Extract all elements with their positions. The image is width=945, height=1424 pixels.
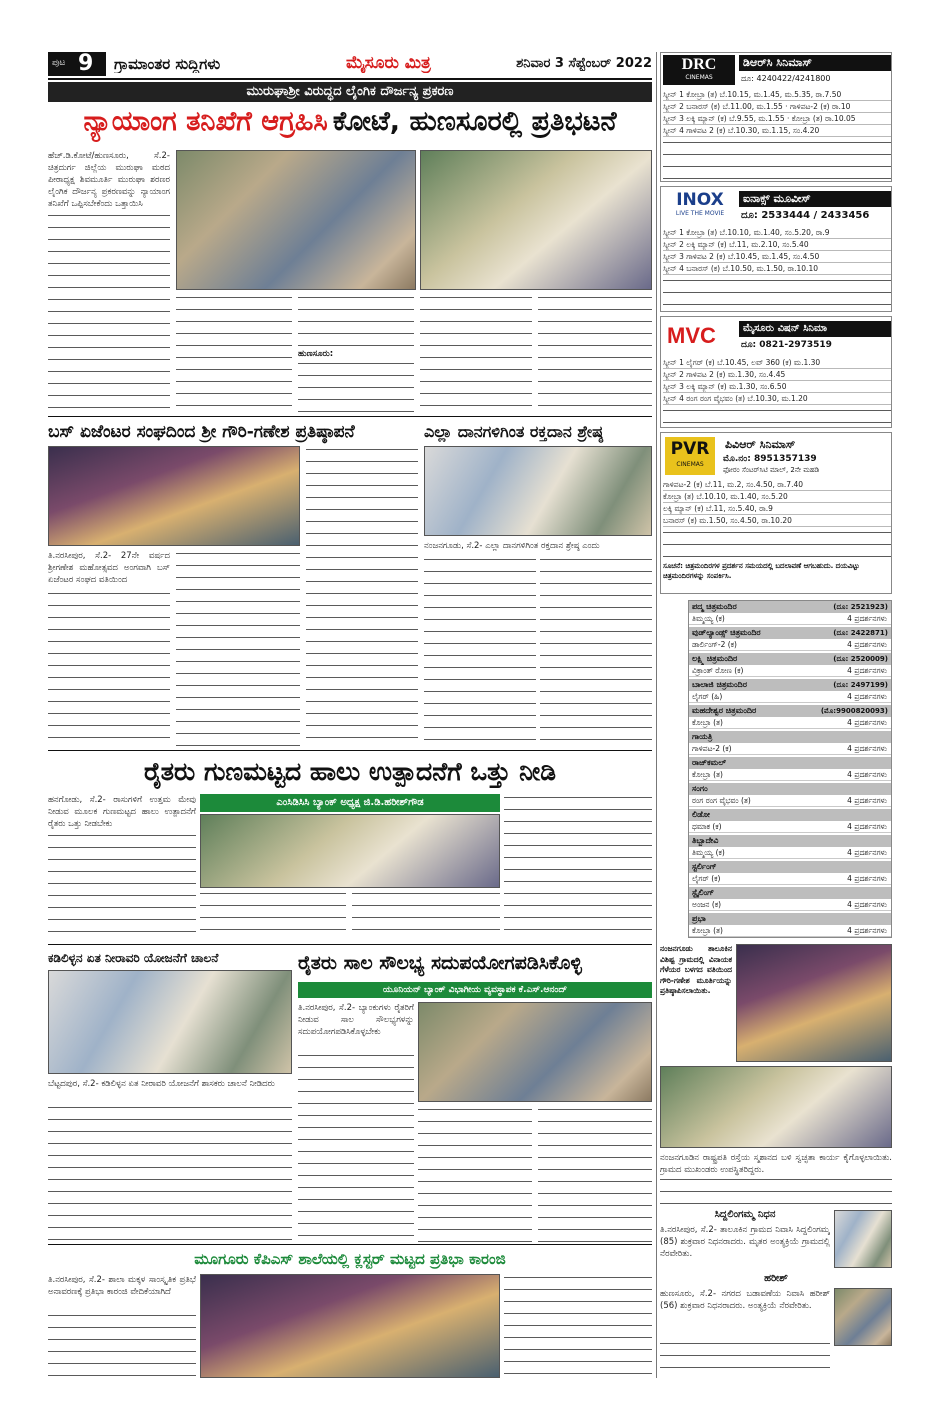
story3-lead: ನಂಜನಗೂಡು, ಸೆ.2- ಎಲ್ಲಾ ದಾನಗಳಿಗಿಂತ ರಕ್ತದಾನ ಶ್ರೇಷ್ಠ ಎಂದು — [424, 541, 600, 551]
side-news-story: ನಂಜನಗೂಡಿನ ರಾಷ್ಟ್ರಪತಿ ರಸ್ತೆಯ ಸ್ಮಶಾನದ ಬಳಿ ಸ್ವಚ್ಛತಾ ಕಾರ್ಯ ಕೈಗೊಳ್ಳಲಾಯಿತು. ಗ್ರಾಮದ ಮುಖಂಡರು ಉಪಸ್ಥಿತರಿದ್ದರು. — [660, 1153, 892, 1175]
theatre-movie-row — [689, 847, 891, 859]
theatre-shows: 4 ಪ್ರದರ್ಶನಗಳು — [847, 614, 887, 623]
pvr-row: ಕೋಬ್ರಾ (ತ) ಬೆ.10.10, ಮ.1.40, ಸಂ.5.20 — [663, 491, 891, 503]
theatre-movie: ರಂಗ ರಂಗ ವೈಭವಂ (ತ) — [692, 796, 751, 805]
theatre-shows: 4 ಪ್ರದರ್ಶನಗಳು — [847, 640, 887, 649]
drc-more-rows — [663, 139, 891, 179]
theatre-name: ಲಿಡೋ — [689, 809, 891, 821]
story6-column-3 — [538, 1106, 652, 1242]
story3-column-2 — [540, 556, 652, 746]
story7-column-1 — [48, 1312, 196, 1378]
theatre-movie-row — [689, 613, 891, 625]
drc-logo — [663, 55, 735, 85]
story6-rule — [48, 1244, 652, 1245]
pvr-name: ಪಿವಿಆರ್ ಸಿನಿಮಾಸ್ — [725, 438, 796, 451]
inox-rows — [663, 227, 891, 275]
story6-column-1 — [298, 1052, 414, 1242]
drc-logo-text: DRC — [681, 56, 717, 73]
mvc-row: ಸ್ಕ್ರೀನ್ 2 ಗಾಳಿಪಟ 2 (ಕ) ಮ.1.30, ಸಂ.4.45 — [663, 369, 891, 381]
theatre-movie-row — [689, 925, 891, 937]
theatre-movie: ಅಂಜನ (ಕ) — [692, 900, 722, 909]
theatre-name: ತಿಬ್ಬಾದೇವಿ — [689, 835, 891, 847]
obituary2-photo — [834, 1288, 892, 1346]
inox-row: ಸ್ಕ್ರೀನ್ 4 ಬನಾರಸ್ (ಕ) ಬೆ.10.50, ಮ.1.50, ರಾ.10.10 — [663, 263, 891, 275]
story2-column-2 — [176, 550, 300, 746]
pvr-address: ಫೋರಂ ಸೆಂಟರ್‌ಸಿಟಿ ಮಾಲ್, 2ನೇ ಮಹಡಿ — [723, 466, 820, 474]
story4-column-3 — [352, 890, 500, 940]
mvc-name: ಮೈಸೂರು ವಿಷನ್ ಸಿನಿಮಾ — [739, 321, 891, 337]
theatre-movie-row — [689, 717, 891, 729]
obituary1-title: ಸಿದ್ದಲಿಂಗಮ್ಮ ನಿಧನ — [714, 1209, 776, 1220]
page-number-box — [48, 52, 106, 76]
pvr-more-rows — [663, 529, 891, 557]
theatre-name: ಮಹದೇಶ್ವರ ಚಿತ್ರಮಂದಿರ — [689, 705, 891, 717]
mvc-row: ಸ್ಕ್ರೀನ್ 1 ಲೈಗರ್ (ಕ) ಬೆ.10.45, ಲವ್ 360 (ಕ) ಮ.1.30 — [663, 357, 891, 369]
drc-phone: ದೂ: 4240422/4241800 — [741, 74, 831, 83]
paper-name: ಮೈಸೂರು ಮಿತ್ರ — [346, 53, 431, 73]
story1-headline-black: ಕೋಟೆ, ಹುಣಸೂರಲ್ಲಿ ಪ್ರತಿಭಟನೆ — [332, 106, 617, 137]
side-news-photo-1 — [736, 944, 892, 1062]
obituary1-text: ತಿ.ನರಸೀಪುರ, ಸೆ.2- ತಾಲೂಕಿನ ಗ್ರಾಮದ ನಿವಾಸಿ ಸಿದ್ದಲಿಂಗಮ್ಮ (85) ಶುಕ್ರವಾರ ನಿಧನರಾದರು. ಮೃತರ ಅಂತ್ಯಕ್ರಿಯೆ ಗ್ರಾಮದಲ್ಲಿ ನೆರವೇರಿತು. — [660, 1225, 830, 1259]
theatre-shows: 4 ಪ್ರದರ್ಶನಗಳು — [847, 692, 887, 701]
story6-headline: ರೈತರು ಸಾಲ ಸೌಲಭ್ಯ ಸದುಪಯೋಗಪಡಿಸಿಕೊಳ್ಳಿ — [298, 952, 582, 974]
pvr-logo-text: PVR — [670, 439, 710, 459]
theatre-shows: 4 ಪ್ರದರ್ಶನಗಳು — [847, 926, 887, 935]
theatre-movie-row — [689, 743, 891, 755]
story2-photo — [48, 446, 300, 546]
story7-photo — [200, 1274, 500, 1378]
story1-lead-text: ಹೆಚ್.ಡಿ.ಕೋಟೆ/ಹುಣಸೂರು, ಸೆ.2- ಚಿತ್ರದುರ್ಗ ಜಿಲ್ಲೆಯ ಮುರುಘಾ ಮಠದ ಪೀಠಾಧ್ಯಕ್ಷ ಶಿವಮೂರ್ತಿ ಮುರುಘಾ ಶರಣರ ಲೈಂಗಿಕ ದೌರ್ಜನ್ಯ ಪ್ರಕರಣವನ್ನು ನ್ಯಾಯಾಂಗ ತನಿಖೆಗೆ ಒಪ್ಪಿಸಬೇಕೆಂದು ಒತ್ತಾಯಿಸಿ — [48, 151, 170, 209]
theatre-list — [688, 600, 892, 938]
side-news-column — [660, 1176, 892, 1204]
theatre-name: ಗಾಯತ್ರಿ — [689, 731, 891, 743]
story4-column-4 — [504, 794, 652, 940]
story2-column-right — [306, 446, 418, 746]
story1-sub-location: ಹುಣಸೂರು: — [298, 349, 334, 359]
theatre-phone: (ದೂ: 2422871) — [833, 629, 888, 637]
story4-photo — [200, 814, 500, 888]
theatre-name: ಸಂಗಂ — [689, 783, 891, 795]
story1-column-2 — [176, 294, 292, 412]
theatre-movie: ವಿಕ್ರಾಂತ್ ರೋಣ (ಕ) — [692, 666, 744, 675]
cinema-notice: ಸೂಚನೆ: ಚಿತ್ರಮಂದಿರಗಳ ಪ್ರದರ್ಶನ ಸಮಯದಲ್ಲಿ ಬದಲಾವಣೆ ಆಗಬಹುದು. ದಯವಿಟ್ಟು ಚಿತ್ರಮಂದಿರಗಳನ್ನು ಸಂಪರ್ಕಿಸಿ. — [663, 562, 860, 580]
theatre-shows: 4 ಪ್ರದರ್ಶನಗಳು — [847, 796, 887, 805]
theatre-shows: 4 ಪ್ರದರ್ಶನಗಳು — [847, 744, 887, 753]
drc-name: ಡಿಆರ್‌ಸಿ ಸಿನಿಮಾಸ್ — [739, 55, 891, 71]
story4-rule — [48, 944, 652, 945]
pvr-row: ಬನಾರಸ್ (ಕ) ಮ.1.50, ಸಂ.4.50, ರಾ.10.20 — [663, 515, 891, 527]
masthead-rule — [48, 78, 652, 80]
theatre-movie-row — [689, 795, 891, 807]
theatre-movie-row — [689, 639, 891, 651]
inox-row: ಸ್ಕ್ರೀನ್ 2 ಲಕ್ಕಿ ಮ್ಯಾನ್ (ಕ) ಬೆ.11, ಮ.2.10, ಸಂ.5.40 — [663, 239, 891, 251]
story3-photo — [424, 446, 652, 536]
theatre-movie-row — [689, 665, 891, 677]
story4-lead: ಹನಗೋಡು, ಸೆ.2- ರಾಸುಗಳಿಗೆ ಉತ್ತಮ ಮೇವು ನೀಡುವ ಮೂಲಕ ಗುಣಮಟ್ಟದ ಹಾಲು ಉತ್ಪಾದನೆಗೆ ರೈತರು ಒತ್ತು ನೀಡಬೇಕು — [48, 795, 196, 829]
story6-column-2 — [418, 1106, 532, 1242]
theatre-movie-row — [689, 769, 891, 781]
theatre-movie: ಲೈಗರ್ (ಹಿ) — [692, 692, 723, 701]
theatre-movie: ಕೋಬ್ರಾ (ತ) — [692, 926, 723, 935]
theatre-movie: ಡಾರ್ಲಿಂಗ್‌-2 (ಕ) — [692, 640, 737, 649]
inox-logo — [665, 191, 735, 221]
story5-photo — [48, 970, 292, 1074]
theatre-movie: ಕೋಬ್ರಾ (ತ) — [692, 770, 723, 779]
drc-row: ಸ್ಕ್ರೀನ್ 3 ಲಕ್ಕಿ ಮ್ಯಾನ್ (ಕ) ಬೆ.9.55, ಮ.1.55 · ಕೋಬ್ರಾ (ತ) ರಾ.10.05 — [663, 113, 891, 125]
story4-headline: ರೈತರು ಗುಣಮಟ್ಟದ ಹಾಲು ಉತ್ಪಾದನೆಗೆ ಒತ್ತು ನೀಡಿ — [143, 757, 557, 786]
theatre-name: ಸ್ಟೈಲಿಂಗ್ — [689, 887, 891, 899]
theatre-movie: ಲೈಗರ್ (ಕ) — [692, 874, 721, 883]
theatre-movie-row — [689, 873, 891, 885]
pvr-logo — [665, 437, 715, 475]
theatre-shows: 4 ಪ್ರದರ್ಶನಗಳು — [847, 874, 887, 883]
obituary2-title: ಹರೀಶ್ — [764, 1273, 788, 1284]
issue-date: ಶನಿವಾರ 3 ಸೆಪ್ಟೆಂಬರ್ 2022 — [516, 56, 652, 71]
theatre-name: ಬಾಲಾಜಿ ಚಿತ್ರಮಂದಿರ — [689, 679, 891, 691]
theatre-phone: (ದೂ: 2520009) — [833, 655, 888, 663]
story5-column — [48, 1104, 292, 1242]
story1-rule — [48, 416, 652, 417]
story7-headline: ಮೂಗೂರು ಕೆಪಿಎಸ್ ಶಾಲೆಯಲ್ಲಿ ಕ್ಲಸ್ಟರ್ ಮಟ್ಟದ ಪ್ರತಿಭಾ ಕಾರಂಜಿ — [194, 1250, 506, 1268]
story4-column-1 — [48, 832, 196, 940]
story1-column-5 — [538, 294, 652, 412]
story6-tagline: ಯೂನಿಯನ್ ಬ್ಯಾಂಕ್ ವಿಭಾಗೀಯ ವ್ಯವಸ್ಥಾಪಕ ಕೆ.ಎಸ್.ಆನಂದ್ — [298, 982, 652, 998]
page-number: 9 — [78, 51, 94, 76]
inox-more-rows — [663, 277, 891, 309]
drc-rows — [663, 89, 891, 137]
story6-photo — [418, 1002, 652, 1102]
drc-row: ಸ್ಕ್ರೀನ್ 2 ಬನಾರಸ್ (ಕ) ಬೆ.11.00, ಮ.1.55 · ಗಾಳಿಪಟ-2 (ಕ) ರಾ.10 — [663, 101, 891, 113]
story1-headline — [48, 106, 652, 148]
theatre-name: ಲಕ್ಷ್ಮಿ ಚಿತ್ರಮಂದಿರ — [689, 653, 891, 665]
inox-row: ಸ್ಕ್ರೀನ್ 1 ಕೋಬ್ರಾ (ತ) ಬೆ.10.10, ಮ.1.40, ಸಂ.5.20, ರಾ.9 — [663, 227, 891, 239]
pvr-phone: ಮೊ.ನಂ: 8951357139 — [723, 454, 817, 464]
theatre-shows: 4 ಪ್ರದರ್ಶನಗಳು — [847, 666, 887, 675]
story1-photo-right — [420, 150, 652, 290]
theatre-shows: 4 ಪ್ರದರ್ಶನಗಳು — [847, 900, 887, 909]
theatre-name: ಸ್ಟರ್ಲಿಂಗ್ — [689, 861, 891, 873]
story1-column-3b — [298, 360, 414, 412]
obituary2-column — [660, 1340, 830, 1378]
inox-row: ಸ್ಕ್ರೀನ್ 3 ಗಾಳಿಪಟ 2 (ಕ) ಬೆ.10.45, ಮ.1.45, ಸಂ.4.50 — [663, 251, 891, 263]
theatre-movie-row — [689, 899, 891, 911]
theatre-movie: ತಿಮ್ಮಯ್ಯ (ಕ) — [692, 848, 725, 857]
cinema-drc — [660, 52, 892, 182]
mvc-more-rows — [663, 407, 891, 425]
story1-photo-left — [176, 150, 416, 290]
drc-row: ಸ್ಕ್ರೀನ್ 1 ಕೋಬ್ರಾ (ತ) ಬೆ.10.15, ಮ.1.45, ಮ.5.35, ರಾ.7.50 — [663, 89, 891, 101]
story7-lead: ತಿ.ನರಸೀಪುರ, ಸೆ.2- ಶಾಲಾ ಮಕ್ಕಳ ಸಾಂಸ್ಕೃತಿಕ ಪ್ರತಿಭೆ ಅನಾವರಣಕ್ಕೆ ಪ್ರತಿಭಾ ಕಾರಂಜಿ ವೇದಿಕೆಯಾಗಿದೆ — [48, 1275, 196, 1297]
story2-column-1 — [48, 590, 170, 746]
theatre-movie-row — [689, 691, 891, 703]
story1-column-1 — [48, 212, 170, 412]
theatre-name: ಪದ್ಮ ಚಿತ್ರಮಂದಿರ — [689, 601, 891, 613]
column-divider — [656, 52, 657, 1378]
theatre-name: ರಾಜ್‌ಕಮಲ್ — [689, 757, 891, 769]
pvr-rows — [663, 479, 891, 527]
inox-phone: ದೂ: 2533444 / 2433456 — [741, 210, 870, 221]
theatre-shows: 4 ಪ್ರದರ್ಶನಗಳು — [847, 770, 887, 779]
masthead — [48, 52, 652, 76]
inox-name: ಐನಾಕ್ಸ್ ಮೂವೀಸ್ — [739, 191, 891, 207]
mvc-rows — [663, 357, 891, 405]
drc-logo-sub: CINEMAS — [685, 74, 713, 81]
side-news-photo-2 — [660, 1066, 892, 1148]
obituary1-photo — [834, 1210, 892, 1268]
story2-headline: ಬಸ್ ಏಜೆಂಟರ ಸಂಘದಿಂದ ಶ್ರೀ ಗೌರಿ-ಗಣೇಶ ಪ್ರತಿಷ್ಠಾಪನೆ — [48, 422, 355, 442]
cinema-pvr — [660, 432, 892, 594]
pvr-logo-sub: CINEMAS — [676, 461, 704, 468]
story2-lead: ತಿ.ನರಸೀಪುರ, ಸೆ.2- 27ನೇ ವರ್ಷದ ಶ್ರೀಗಣೇಶ ಮಹೋತ್ಸವದ ಅಂಗವಾಗಿ ಬಸ್ ಏಜೆಂಟರ ಸಂಘದ ವತಿಯಿಂದ — [48, 551, 170, 585]
pvr-row: ಲಕ್ಕಿ ಮ್ಯಾನ್ (ಕ) ಬೆ.11, ಸಂ.5.40, ರಾ.9 — [663, 503, 891, 515]
theatre-name: ವುಡ್‌ಲ್ಯಾಂಡ್ಸ್ ಚಿತ್ರಮಂದಿರ — [689, 627, 891, 639]
story7-column-2 — [504, 1274, 652, 1378]
mvc-logo: MVC — [667, 323, 716, 348]
theatre-name: ಪ್ರಭಾ — [689, 913, 891, 925]
theatre-phone: (ದೂ: 2497199) — [833, 681, 888, 689]
obituary2-text: ಹುಣಸೂರು, ಸೆ.2- ನಗರದ ಬಡಾವಣೆಯ ನಿವಾಸಿ ಹರೀಶ್ (56) ಶುಕ್ರವಾರ ನಿಧನರಾದರು. ಅಂತ್ಯಕ್ರಿಯೆ ನೆರವೇರಿತು. — [660, 1289, 830, 1311]
story1-column-4 — [420, 294, 532, 412]
side-news-caption: ನಂಜನಗೂಡು ತಾಲೂಕಿನ ವಿಶಿಷ್ಟ ಗ್ರಾಮದಲ್ಲಿ ವಿನಾಯಕ ಗೆಳೆಯರ ಬಳಗದ ವತಿಯಿಂದ ಗೌರಿ-ಗಣೇಶ ಮೂರ್ತಿಯನ್ನು ಪ್ರತಿಷ್ಠಾಪಿಸಲಾಯಿತು. — [660, 944, 732, 995]
story3-rule — [48, 750, 652, 751]
mvc-row: ಸ್ಕ್ರೀನ್ 4 ರಂಗ ರಂಗ ವೈಭವಂ (ತ) ಬೆ.10.30, ಮ.1.20 — [663, 393, 891, 405]
theatre-movie: ಧಮಾಕ (ಕ) — [692, 822, 722, 831]
inox-logo-sub: LIVE THE MOVIE — [675, 210, 725, 217]
theatre-movie: ಗಾಳಿಪಟ-2 (ಕ) — [692, 744, 732, 753]
theatre-movie: ಕೋಬ್ರಾ (ತ) — [692, 718, 723, 727]
pvr-row: ಗಾಳಿಪಟ-2 (ಕ) ಬೆ.11, ಮ.2, ಸಂ.4.50, ರಾ.7.40 — [663, 479, 891, 491]
theatre-shows: 4 ಪ್ರದರ್ಶನಗಳು — [847, 718, 887, 727]
theatre-phone: (ದೂ: 2521923) — [833, 603, 888, 611]
mvc-row: ಸ್ಕ್ರೀನ್ 3 ಲಕ್ಕಿ ಮ್ಯಾನ್ (ಕ) ಮ.1.30, ಸಂ.6.50 — [663, 381, 891, 393]
story1-headline-red: ನ್ಯಾಯಾಂಗ ತನಿಖೆಗೆ ಆಗ್ರಹಿಸಿ — [83, 106, 328, 137]
cinema-inox — [660, 186, 892, 312]
theatre-movie: ತಿಮ್ಮಯ್ಯ (ಕ) — [692, 614, 725, 623]
story3-headline: ಎಲ್ಲಾ ದಾನಗಳಿಗಿಂತ ರಕ್ತದಾನ ಶ್ರೇಷ್ಠ — [424, 422, 603, 441]
story5-headline: ಕಡಿಲಿಳ್ಳನ ಏತ ನೀರಾವರಿ ಯೋಜನೆಗೆ ಚಾಲನೆ — [48, 951, 219, 965]
section-title: ಗ್ರಾಮಾಂತರ ಸುದ್ದಿಗಳು — [114, 55, 221, 73]
theatre-phone: (ಮೊ:9900820093) — [820, 707, 888, 715]
story1-kicker: ಮುರುಘಾಶ್ರೀ ವಿರುದ್ಧದ ಲೈಂಗಿಕ ದೌರ್ಜನ್ಯ ಪ್ರಕರಣ — [48, 82, 652, 102]
inox-logo-text: INOX — [676, 190, 724, 210]
theatre-movie-row — [689, 821, 891, 833]
story4-column-2 — [200, 890, 346, 940]
page-label: ಪುಟ — [52, 58, 66, 68]
mvc-phone: ದೂ: 0821-2973519 — [741, 340, 832, 350]
theatre-shows: 4 ಪ್ರದರ್ಶನಗಳು — [847, 822, 887, 831]
story4-tagline: ಎಂಸಿಡಿಸಿಸಿ ಬ್ಯಾಂಕ್ ಅಧ್ಯಕ್ಷ ಜಿ.ಡಿ.ಹರೀಶ್‌ಗೌಡ — [200, 794, 500, 812]
drc-row: ಸ್ಕ್ರೀನ್ 4 ಗಾಳಿಪಟ 2 (ಕ) ಬೆ.10.30, ಮ.1.15, ಸಂ.4.20 — [663, 125, 891, 137]
story5-lead: ಬೆಟ್ಟದಪುರ, ಸೆ.2- ಕಡಿಲಿಳ್ಳನ ಏತ ನೀರಾವರಿ ಯೋಜನೆಗೆ ಶಾಸಕರು ಚಾಲನೆ ನೀಡಿದರು — [48, 1079, 275, 1089]
story3-column-1 — [424, 556, 536, 746]
story6-lead: ತಿ.ನರಸೀಪುರ, ಸೆ.2- ಬ್ಯಾಂಕುಗಳು ರೈತರಿಗೆ ನೀಡುವ ಸಾಲ ಸೌಲಭ್ಯಗಳನ್ನು ಸದುಪಯೋಗಪಡಿಸಿಕೊಳ್ಳಬೇಕು — [298, 1003, 414, 1037]
story1-column-3 — [298, 294, 414, 348]
cinema-mvc — [660, 316, 892, 428]
theatre-shows: 4 ಪ್ರದರ್ಶನಗಳು — [847, 848, 887, 857]
